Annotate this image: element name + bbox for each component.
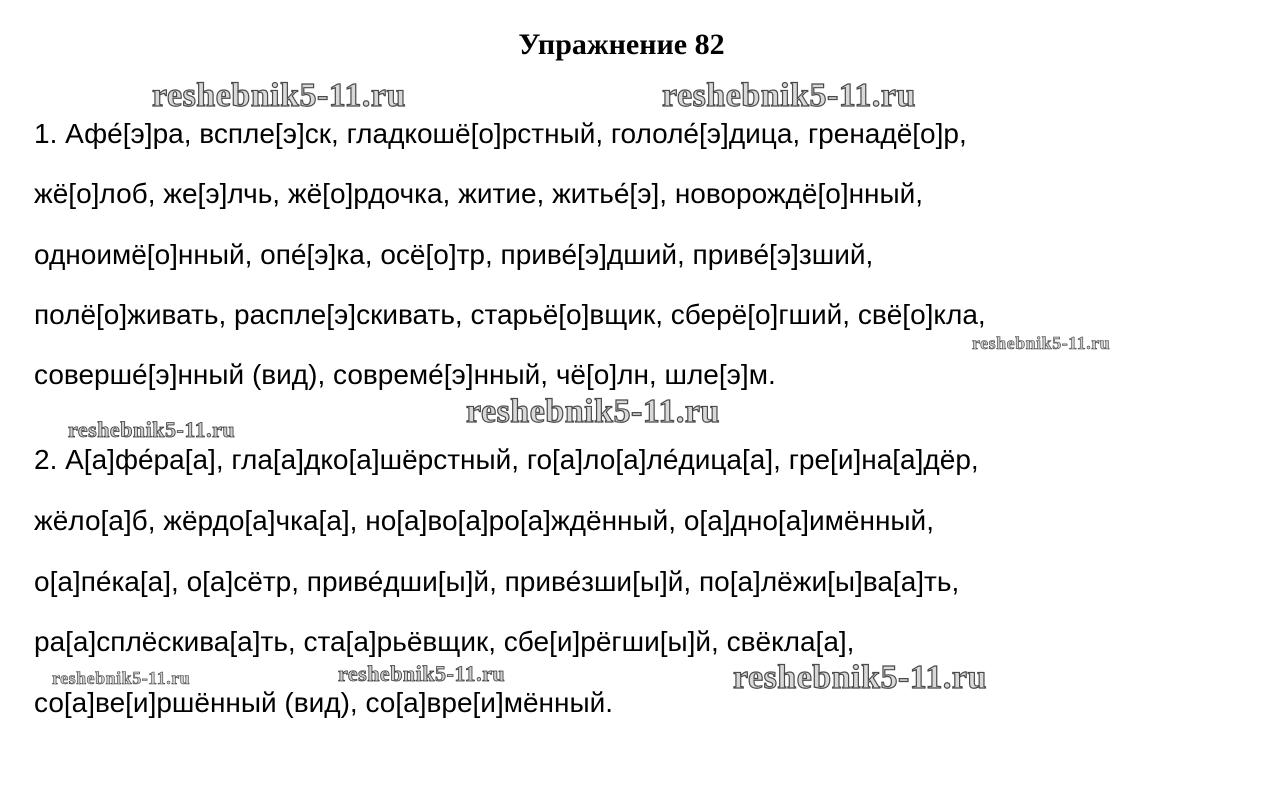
watermark: reshebnik5-11.ru (733, 659, 987, 696)
text-line: одноимё[о]нный, опе́[э]ка, осё[о]тр, приве́[э]дший, приве́[э]зший, (34, 239, 874, 270)
text-line: со[а]ве[и]ршённый (вид), со[а]вре[и]мённый. (34, 687, 614, 718)
watermark: reshebnik5-11.ru (68, 417, 236, 442)
text-line: 2. А[а]фе́ра[а], гла[а]дко[а]шёрстный, го[а]ло[а]ле́дица[а], гре[и]на[а]дёр, (34, 444, 979, 475)
exercise-title: Упражнение 82 (518, 28, 725, 61)
text-line: ра[а]сплёскива[а]ть, ста[а]рьёвщик, сбе[и]рёгши[ы]й, свёкла[а], (34, 626, 855, 657)
text-line: жёло[а]б, жёрдо[а]чка[а], но[а]во[а]ро[а]ждённый, о[а]дно[а]имённый, (34, 505, 934, 536)
watermark: reshebnik5-11.ru (338, 661, 506, 686)
watermark: reshebnik5-11.ru (972, 333, 1111, 353)
text-line: полё[о]живать, расплe[э]скивать, старьё[о]вщик, сберё[о]гший, свё[о]кла, (34, 299, 986, 330)
text-line: жё[о]лоб, же[э]лчь, жё[о]рдочка, житие, житье́[э], новорождё[о]нный, (34, 178, 924, 209)
watermark: reshebnik5-11.ru (152, 77, 406, 114)
text-line: 1. Афе́[э]ра, всплe[э]ск, гладкошё[о]рстный, гололе́[э]дица, гренадё[о]р, (34, 118, 967, 149)
watermark: reshebnik5-11.ru (662, 77, 916, 114)
text-line: соверше́[э]нный (вид), совреме́[э]нный, чё[о]лн, шле[э]м. (34, 359, 776, 390)
watermark: reshebnik5-11.ru (466, 393, 720, 430)
watermark: reshebnik5-11.ru (52, 668, 191, 688)
text-line: о[а]пе́ка[а], о[а]сётр, приве́дши[ы]й, приве́зши[ы]й, по[а]лёжи[ы]ва[а]ть, (34, 566, 960, 597)
